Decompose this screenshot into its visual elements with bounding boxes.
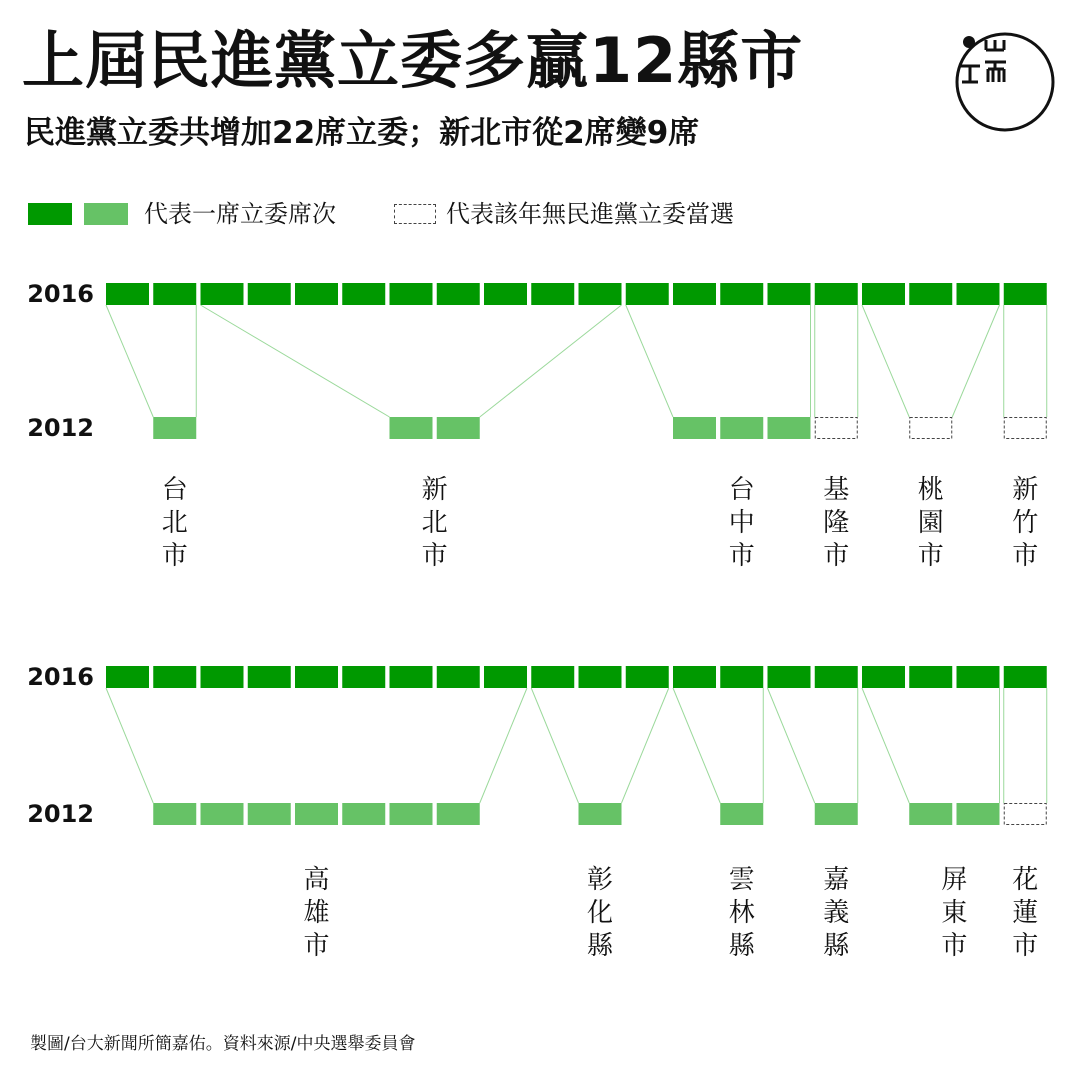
- seat-2012: [201, 803, 244, 825]
- region-label: 市: [917, 541, 944, 571]
- seat-2012-empty: [1004, 418, 1046, 439]
- seat-2016: [1004, 283, 1047, 305]
- page-title: 上屆民進黨立委多贏12縣市: [22, 24, 804, 97]
- seat-2016: [768, 666, 811, 688]
- seat-2016: [248, 283, 291, 305]
- year-label-2012: 2012: [27, 800, 94, 828]
- year-label-2012: 2012: [27, 414, 94, 442]
- region-label: 市: [421, 541, 448, 571]
- seat-2016: [626, 283, 669, 305]
- region-label: 化: [586, 898, 614, 928]
- region-label: 北: [421, 508, 448, 538]
- region-label: 林: [728, 898, 755, 928]
- seat-2012: [909, 803, 952, 825]
- connector-line: [531, 688, 578, 803]
- seat-2016: [295, 283, 338, 305]
- region-label: 市: [1012, 541, 1039, 571]
- seat-2016: [1004, 666, 1047, 688]
- region-label: 義: [823, 898, 850, 928]
- seat-2012-empty: [1004, 804, 1046, 825]
- seat-2016: [106, 666, 149, 688]
- seat-2016: [484, 666, 527, 688]
- year-label-2016: 2016: [27, 663, 94, 691]
- region-label: 台: [161, 475, 188, 505]
- source-credit: 製圖/台大新聞所簡嘉佑。資料來源/中央選舉委員會: [30, 1034, 416, 1054]
- seat-2012: [673, 417, 716, 439]
- region-label: 縣: [823, 931, 850, 961]
- seat-2016: [957, 666, 1000, 688]
- region-label: 彰: [586, 865, 614, 895]
- region-label: 雄: [303, 898, 330, 928]
- region-label: 基: [823, 475, 850, 505]
- seat-2012: [437, 417, 480, 439]
- seat-2016: [295, 666, 338, 688]
- region-label: 市: [303, 931, 330, 961]
- seat-2016: [815, 666, 858, 688]
- seat-2016: [437, 283, 480, 305]
- seat-2016: [201, 283, 244, 305]
- seat-2016: [484, 283, 527, 305]
- connector-line: [862, 688, 909, 803]
- legend-empty-label: 代表該年無民進黨立委當選: [446, 200, 734, 228]
- region-label: 竹: [1012, 508, 1039, 538]
- seat-2012: [437, 803, 480, 825]
- seat-2012: [153, 417, 196, 439]
- seat-2012: [153, 803, 196, 825]
- region-label: 東: [941, 898, 968, 928]
- seat-2016: [153, 666, 196, 688]
- region-label: 新: [421, 475, 448, 505]
- seat-2012: [768, 417, 811, 439]
- region-label: 桃: [917, 475, 944, 505]
- region-label: 嘉: [823, 865, 850, 895]
- region-label: 蓮: [1012, 898, 1039, 928]
- seat-2016: [342, 283, 385, 305]
- region-label: 花: [1012, 865, 1039, 895]
- seat-2016: [201, 666, 244, 688]
- connector-line: [768, 688, 815, 803]
- seat-2012: [342, 803, 385, 825]
- seat-2012: [390, 417, 433, 439]
- seat-2016: [673, 666, 716, 688]
- seat-2016: [768, 283, 811, 305]
- legend-filled-label: 代表一席立委席次: [144, 200, 336, 228]
- seat-2016: [720, 666, 763, 688]
- region-label: 北: [161, 508, 188, 538]
- region-label: 園: [917, 508, 944, 538]
- connector-line: [673, 688, 720, 803]
- seat-2012: [579, 803, 622, 825]
- seat-2016: [153, 283, 196, 305]
- seat-2016: [626, 666, 669, 688]
- region-label: 縣: [728, 931, 755, 961]
- region-label: 市: [941, 931, 968, 961]
- connector-line: [106, 688, 153, 803]
- connector-line: [201, 305, 390, 417]
- seat-2016: [720, 283, 763, 305]
- connector-line: [480, 305, 622, 417]
- seat-2012: [720, 417, 763, 439]
- connector-line: [622, 688, 669, 803]
- seat-2016: [390, 666, 433, 688]
- seat-2012: [295, 803, 338, 825]
- seat-2016: [815, 283, 858, 305]
- connector-line: [626, 305, 673, 417]
- seat-2016: [579, 666, 622, 688]
- seat-2016: [106, 283, 149, 305]
- region-label: 市: [728, 541, 755, 571]
- seat-2016: [909, 666, 952, 688]
- region-label: 隆: [823, 508, 850, 538]
- region-label: 新: [1012, 475, 1039, 505]
- region-label: 市: [1012, 931, 1039, 961]
- seat-2012-empty: [910, 418, 952, 439]
- region-label: 市: [823, 541, 850, 571]
- seat-2012: [390, 803, 433, 825]
- seat-2016: [862, 666, 905, 688]
- seat-2016: [579, 283, 622, 305]
- seat-2016: [437, 666, 480, 688]
- seat-2012-empty: [815, 418, 857, 439]
- seat-2012: [248, 803, 291, 825]
- region-label: 台: [728, 475, 755, 505]
- seat-2016: [673, 283, 716, 305]
- year-label-2016: 2016: [27, 280, 94, 308]
- seat-2016: [342, 666, 385, 688]
- seat-2016: [248, 666, 291, 688]
- region-label: 中: [728, 508, 755, 538]
- seat-2012: [957, 803, 1000, 825]
- seat-2016: [531, 666, 574, 688]
- connector-line: [862, 305, 909, 417]
- seat-2016: [862, 283, 905, 305]
- seat-2012: [815, 803, 858, 825]
- region-label: 屏: [941, 865, 968, 895]
- region-label: 雲: [728, 865, 755, 895]
- seat-2016: [390, 283, 433, 305]
- seat-2012: [720, 803, 763, 825]
- page-subtitle: 民進黨立委共增加22席立委；新北市從2席變9席: [24, 115, 700, 151]
- connector-line: [106, 305, 153, 417]
- region-label: 縣: [586, 931, 614, 961]
- connector-line: [952, 305, 999, 417]
- region-label: 市: [161, 541, 188, 571]
- seat-2016: [957, 283, 1000, 305]
- connector-line: [480, 688, 527, 803]
- seat-2016: [531, 283, 574, 305]
- seat-2016: [909, 283, 952, 305]
- region-label: 高: [303, 865, 330, 895]
